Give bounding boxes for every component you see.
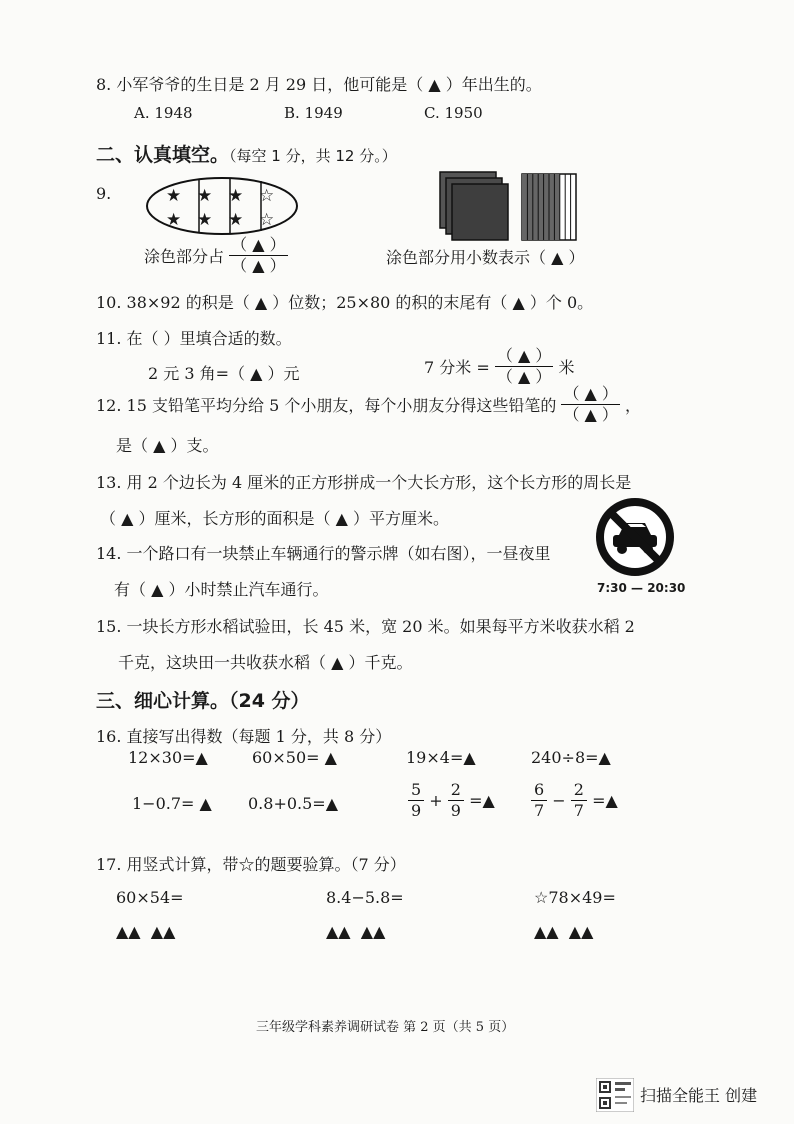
- star-icon: ★: [228, 186, 244, 206]
- q8-option-c: C. 1950: [424, 104, 483, 122]
- denominator: 9: [411, 801, 422, 820]
- q17-answer-3: ▲▲ ▲▲: [534, 922, 594, 941]
- answer-blank: =▲: [469, 791, 495, 810]
- q16-fraction-expr-2: [531, 780, 618, 821]
- q17-expr-3: ☆78×49=: [534, 888, 616, 907]
- section-3-heading: 三、细心计算。（24 分）: [96, 690, 310, 712]
- star-icon: ★: [228, 210, 244, 230]
- sign-time-label: 7:30 — 20:30: [597, 581, 686, 595]
- star-row-2: [166, 210, 290, 230]
- q17-answer-2: ▲▲ ▲▲: [326, 922, 386, 941]
- question-14-line-1: 14. 一个路口有一块禁止车辆通行的警示牌（如右图），一昼夜里: [96, 544, 551, 563]
- q16-row2-item-2: 0.8+0.5=▲: [248, 794, 339, 813]
- question-9-number: 9.: [96, 184, 112, 203]
- denominator: 9: [450, 801, 461, 820]
- denominator: 7: [573, 801, 584, 820]
- answer-blank: =▲: [592, 791, 618, 810]
- operator: +: [429, 791, 443, 810]
- q17-expr-2: 8.4−5.8=: [326, 888, 404, 907]
- section-2-heading: [96, 140, 397, 167]
- q12-line-end: ，: [625, 396, 642, 415]
- denominator: 7: [534, 801, 545, 820]
- question-10-text: 10. 38×92 的积是（ ▲ ）位数；25×80 的积的末尾有（ ▲ ）个 0。: [96, 293, 594, 312]
- fraction-numerator: （ ▲ ）: [496, 346, 552, 365]
- q17-expr-1: 60×54=: [116, 888, 184, 907]
- fraction-blank: [229, 235, 287, 276]
- fraction-denominator: （ ▲ ）: [231, 256, 286, 275]
- question-12-line-2: 是（ ▲ ）支。: [116, 436, 219, 455]
- question-15-line-1: 15. 一块长方形水稻试验田，长 45 米，宽 20 米。如果每平方米收获水稻 2: [96, 617, 635, 636]
- q8-option-a: A. 1948: [134, 104, 193, 122]
- no-vehicle-sign-icon: [595, 497, 675, 577]
- star-icon: ★: [197, 210, 213, 230]
- q16-row1-item-2: 60×50= ▲: [252, 748, 337, 767]
- fraction: [531, 780, 547, 821]
- fraction-numerator: （ ▲ ）: [563, 384, 618, 403]
- question-11-text: 11. 在（ ）里填合适的数。: [96, 329, 292, 348]
- numerator: 2: [448, 780, 464, 801]
- fraction-numerator: （ ▲ ）: [231, 235, 286, 254]
- question-17-text: 17. 用竖式计算，带☆的题要验算。（7 分）: [96, 855, 406, 874]
- q12-line-text: 12. 15 支铅笔平均分给 5 个小朋友，每个小朋友分得这些铅笔的: [96, 396, 557, 415]
- watermark-text: 扫描全能王 创建: [640, 1086, 758, 1105]
- question-13-line-1: 13. 用 2 个边长为 4 厘米的正方形拼成一个大长方形，这个长方形的周长是: [96, 473, 632, 492]
- q16-row1-item-3: 19×4=▲: [406, 748, 476, 767]
- q9-left-caption: [144, 235, 288, 276]
- numerator: 6: [531, 780, 547, 801]
- q11-part-2: [424, 346, 574, 387]
- numerator: 5: [408, 780, 424, 801]
- fraction-blank: [495, 346, 553, 387]
- fraction: [408, 780, 424, 821]
- question-8-text: 8. 小军爷爷的生日是 2 月 29 日，他可能是（ ▲ ）年出生的。: [96, 75, 542, 94]
- shaded-squares-figure: [438, 170, 578, 242]
- q16-row1-item-4: 240÷8=▲: [531, 748, 611, 767]
- fraction: [571, 780, 587, 821]
- section-2-title: 二、认真填空。: [96, 144, 230, 166]
- section-2-note: （每空 1 分，共 12 分。）: [229, 147, 397, 165]
- q8-option-b: B. 1949: [284, 104, 343, 122]
- star-icon: ★: [166, 210, 182, 230]
- star-icon: ★: [166, 186, 182, 206]
- star-row-1: [166, 186, 290, 206]
- q16-row1-item-1: 12×30=▲: [128, 748, 208, 767]
- hollow-star-icon: ☆: [259, 210, 275, 230]
- fraction-denominator: （ ▲ ）: [496, 367, 552, 386]
- scanner-logo-icon: [596, 1078, 634, 1112]
- q16-row2-item-1: 1−0.7= ▲: [132, 794, 212, 813]
- q11-part-1: 2 元 3 角=（ ▲ ）元: [148, 364, 300, 383]
- part2-prefix: 7 分米 =: [424, 358, 490, 377]
- q17-answer-1: ▲▲ ▲▲: [116, 922, 176, 941]
- fraction-denominator: （ ▲ ）: [563, 405, 618, 424]
- fraction-blank: [561, 384, 619, 425]
- question-15-line-2: 千克，这块田一共收获水稻（ ▲ ）千克。: [118, 653, 413, 672]
- q16-fraction-expr-1: [408, 780, 495, 821]
- hollow-star-icon: ☆: [259, 186, 275, 206]
- numerator: 2: [571, 780, 587, 801]
- caption-text: 涂色部分占: [144, 247, 225, 266]
- fraction: [448, 780, 464, 821]
- star-icon: ★: [197, 186, 213, 206]
- part2-suffix: 米: [558, 358, 575, 377]
- question-16-text: 16. 直接写出得数（每题 1 分，共 8 分）: [96, 727, 392, 746]
- q9-right-caption: 涂色部分用小数表示（ ▲ ）: [386, 248, 585, 267]
- question-12-line-1: [96, 384, 641, 425]
- question-13-line-2: （ ▲ ）厘米，长方形的面积是（ ▲ ）平方厘米。: [100, 509, 449, 528]
- question-14-line-2: 有（ ▲ ）小时禁止汽车通行。: [114, 580, 329, 599]
- page-footer: 三年级学科素养调研试卷 第 2 页（共 5 页）: [256, 1020, 515, 1035]
- operator: −: [552, 791, 566, 810]
